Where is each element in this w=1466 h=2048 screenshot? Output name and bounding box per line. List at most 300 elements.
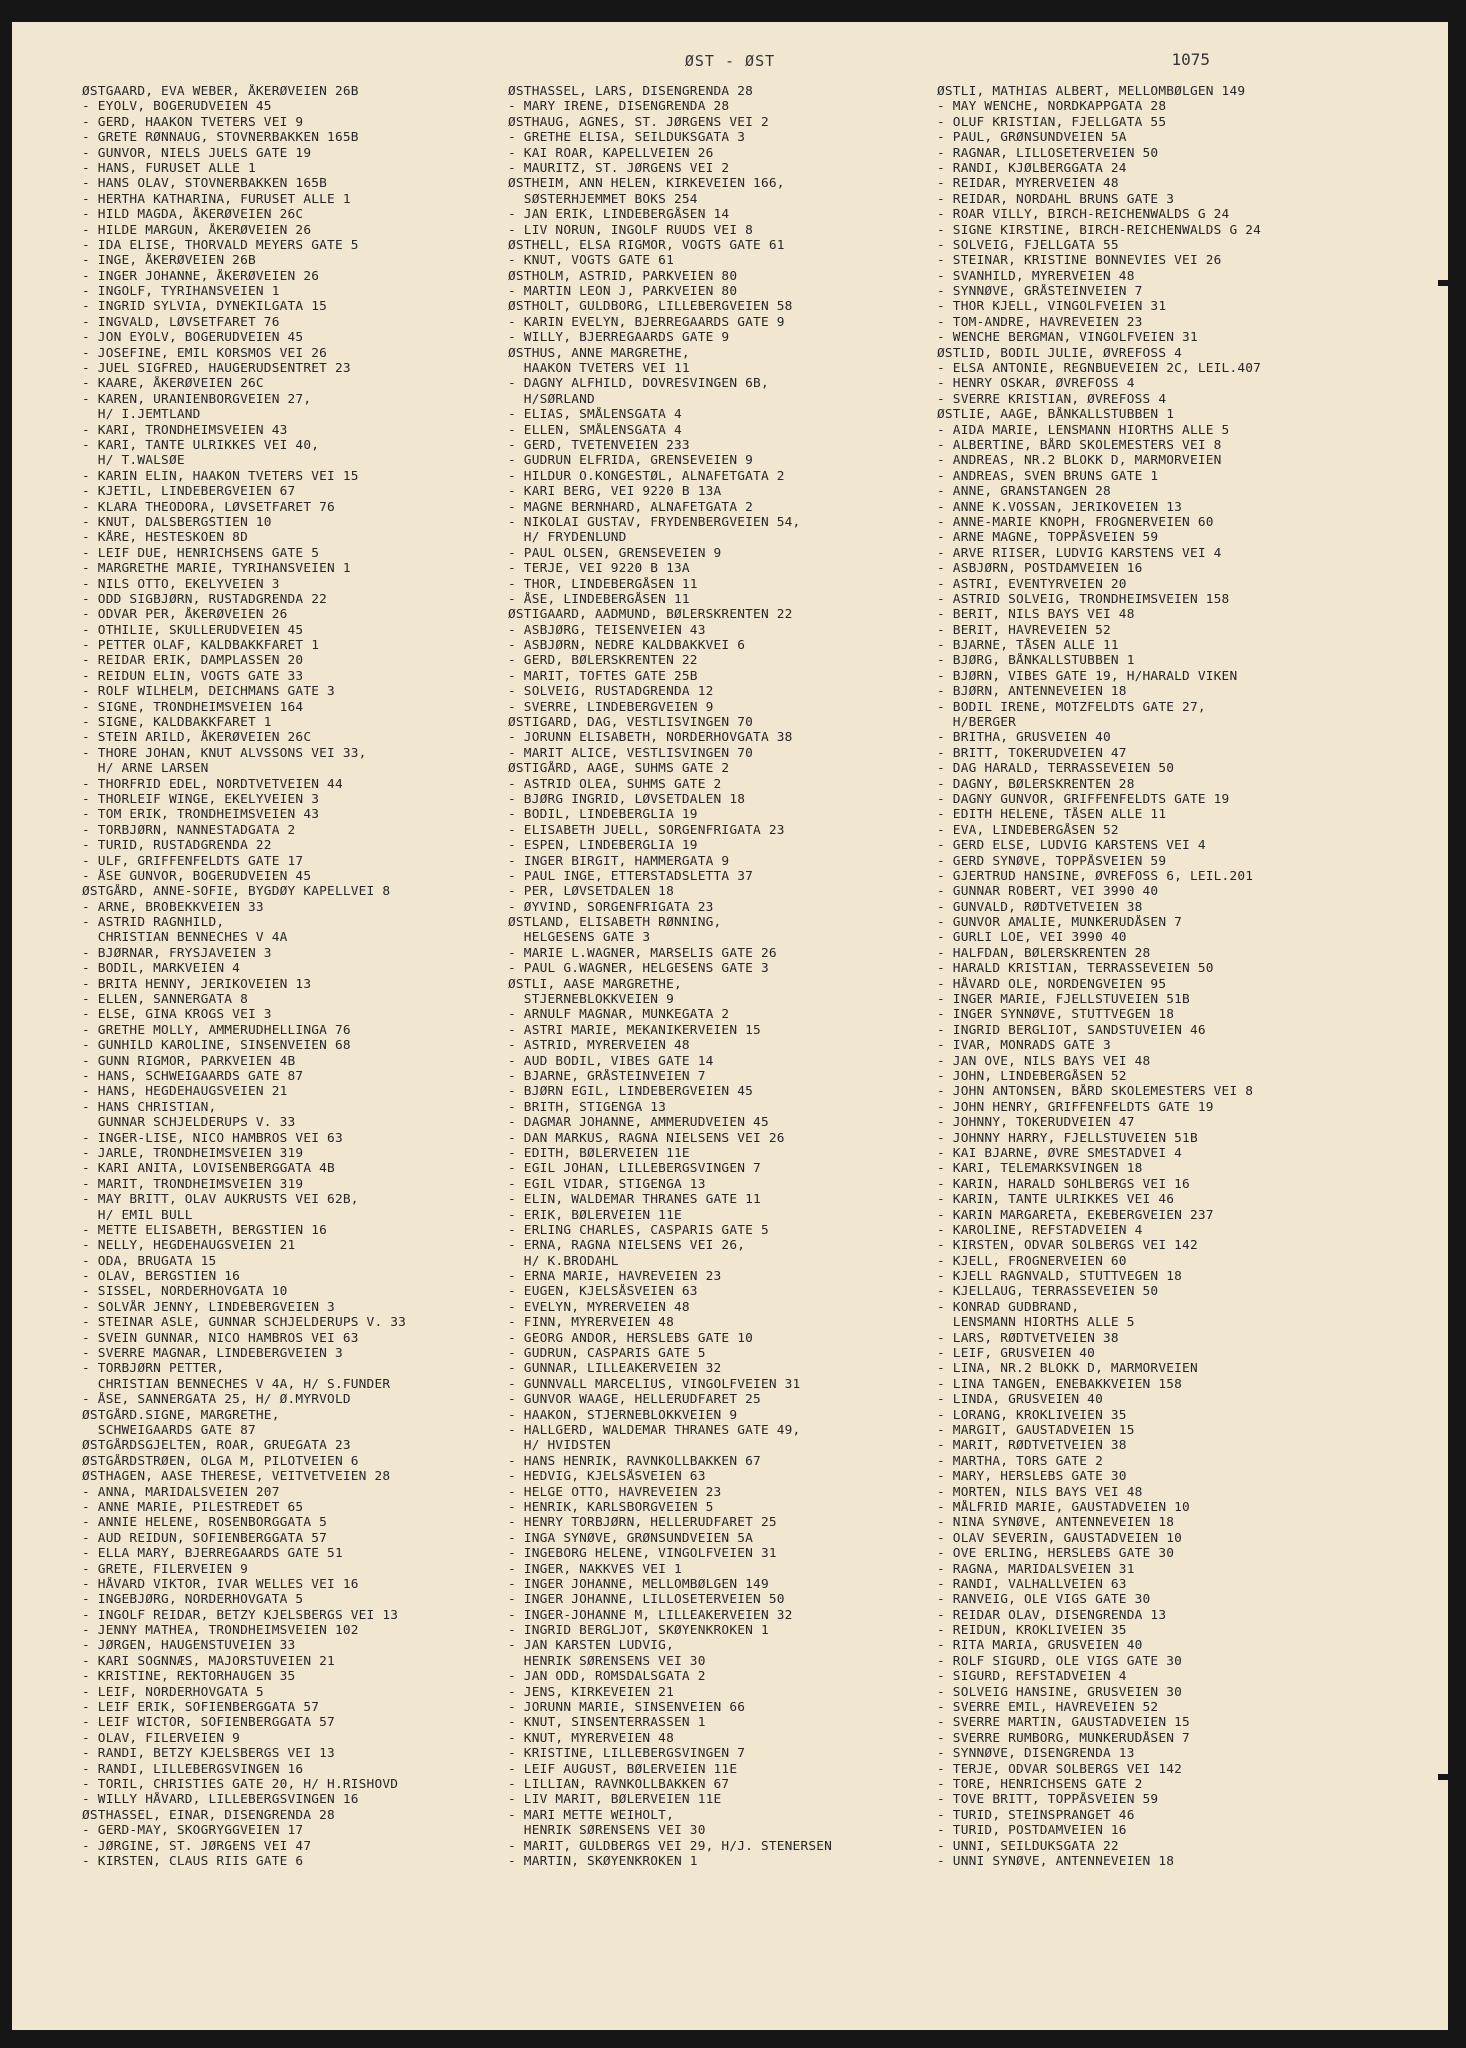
directory-entry-line: - HALFDAN, BØLERSKRENTEN 28: [937, 945, 1151, 961]
directory-entry-line: - TOVE BRITT, TOPPÅSVEIEN 59: [937, 1792, 1159, 1808]
directory-entry-line: - ANNE-MARIE KNOPH, FROGNERVEIEN 60: [937, 514, 1214, 530]
directory-entry-line: - HELGE OTTO, HAVREVEIEN 23: [508, 1484, 722, 1500]
directory-entry-line: ØSTLI, MATHIAS ALBERT, MELLOMBØLGEN 149: [937, 84, 1246, 99]
directory-entry-line: - OVE ERLING, HERSLEBS GATE 30: [937, 1546, 1175, 1562]
directory-entry-line: - BJØRN, ANTENNEVEIEN 18: [937, 684, 1127, 700]
directory-entry-line: - INGER-LISE, NICO HAMBROS VEI 63: [82, 1130, 343, 1146]
directory-entry-line: - LEIF AUGUST, BØLERVEIEN 11E: [508, 1761, 738, 1777]
directory-entry-line: - SISSEL, NORDERHOVGATA 10: [82, 1284, 288, 1300]
directory-entry-line: - SOLVEIG, RUSTADGRENDA 12: [508, 684, 714, 700]
directory-entry-line: - MARGIT, GAUSTADVEIEN 15: [937, 1422, 1135, 1438]
directory-column-2: [508, 84, 963, 1869]
directory-entry-line: HENRIK SØRENSENS VEI 30: [508, 1823, 706, 1839]
directory-entry-line: - EGIL VIDAR, STIGENGA 13: [508, 1176, 706, 1192]
directory-entry-line: ØSTHELL, ELSA RIGMOR, VOGTS GATE 61: [508, 237, 785, 253]
directory-entry-line: - GEORG ANDOR, HERSLEBS GATE 10: [508, 1330, 754, 1346]
directory-entry-line: - MORTEN, NILS BAYS VEI 48: [937, 1484, 1143, 1500]
directory-entry-line: - INGEBORG HELENE, VINGOLFVEIEN 31: [508, 1546, 777, 1562]
directory-entry-line: - JØRGINE, ST. JØRGENS VEI 47: [82, 1838, 312, 1854]
directory-entry-line: - THORE JOHAN, KNUT ALVSSONS VEI 33,: [82, 745, 367, 761]
directory-entry-line: - GERD ELSE, LUDVIG KARSTENS VEI 4: [937, 838, 1206, 854]
directory-entry-line: - MARI METTE WEIHOLT,: [508, 1807, 674, 1823]
directory-entry-line: LENSMANN HIORTHS ALLE 5: [937, 1315, 1135, 1331]
directory-entry-line: - ODD SIGBJØRN, RUSTADGRENDA 22: [82, 591, 328, 607]
directory-entry-line: - REIDAR, NORDAHL BRUNS GATE 3: [937, 191, 1175, 207]
directory-entry-line: - JOHN, LINDEBERGÅSEN 52: [937, 1069, 1127, 1084]
directory-entry-line: H/BERGER: [937, 715, 1017, 731]
directory-entry-line: - KARIN, TANTE ULRIKKES VEI 46: [937, 1192, 1175, 1208]
directory-entry-line: - INGE, ÅKERØVEIEN 26B: [82, 253, 256, 269]
directory-entry-line: - ASTRI, EVENTYRVEIEN 20: [937, 576, 1127, 592]
directory-entry-line: - PAUL INGE, ETTERSTADSLETTA 37: [508, 868, 754, 884]
directory-entry-line: - ÅSE, LINDEBERGÅSEN 11: [508, 591, 690, 607]
directory-entry-line: H/ T.WALSØE: [82, 453, 185, 469]
page-number: 1075: [1171, 50, 1210, 69]
directory-entry-line: - RAGNAR, LILLOSETERVEIEN 50: [937, 145, 1159, 161]
directory-entry-line: - ELIN, WALDEMAR THRANES GATE 11: [508, 1192, 761, 1208]
directory-entry-line: - JARLE, TRONDHEIMSVEIEN 319: [82, 1145, 304, 1161]
directory-entry-line: - LINDA, GRUSVEIEN 40: [937, 1392, 1103, 1408]
directory-entry-line: - INGER BIRGIT, HAMMERGATA 9: [508, 853, 730, 869]
directory-entry-line: - KARI SOGNNÆS, MAJORSTUVEIEN 21: [82, 1653, 335, 1669]
directory-entry-line: - MÅLFRID MARIE, GAUSTADVEIEN 10: [937, 1499, 1190, 1515]
directory-entry-line: - HENRIK, KARLSBORGVEIEN 5: [508, 1499, 714, 1515]
directory-entry-line: - THORFRID EDEL, NORDTVETVEIEN 44: [82, 776, 343, 792]
directory-entry-line: - LIV NORUN, INGOLF RUUDS VEI 8: [508, 222, 754, 238]
directory-entry-line: - PAUL G.WAGNER, HELGESENS GATE 3: [508, 961, 769, 977]
directory-entry-line: SØSTERHJEMMET BOKS 254: [508, 191, 698, 207]
directory-entry-line: STJERNEBLOKKVEIEN 9: [508, 992, 674, 1008]
directory-entry-line: - GUNNAR ROBERT, VEI 3990 40: [937, 884, 1159, 900]
directory-entry-line: ØSTHASSEL, EINAR, DISENGRENDA 28: [82, 1807, 335, 1823]
directory-entry-line: - MARIT ALICE, VESTLISVINGEN 70: [508, 745, 754, 761]
directory-entry-line: - THOR, LINDEBERGÅSEN 11: [508, 576, 698, 592]
directory-entry-line: - TORBJØRN, NANNESTADGATA 2: [82, 822, 296, 838]
directory-entry-line: - KNUT, SINSENTERRASSEN 1: [508, 1715, 706, 1731]
directory-entry-line: - THOR KJELL, VINGOLFVEIEN 31: [937, 299, 1167, 315]
directory-entry-line: - TERJE, ODVAR SOLBERGS VEI 142: [937, 1761, 1183, 1777]
directory-entry-line: - JAN KARSTEN LUDVIG,: [508, 1638, 674, 1654]
directory-entry-line: - SVERRE MARTIN, GAUSTADVEIEN 15: [937, 1715, 1190, 1731]
directory-entry-line: - ODVAR PER, ÅKERØVEIEN 26: [82, 607, 288, 623]
directory-entry-line: - MARY, HERSLEBS GATE 30: [937, 1469, 1127, 1485]
directory-entry-line: - KIRSTEN, CLAUS RIIS GATE 6: [82, 1853, 304, 1869]
directory-entry-line: - KRISTINE, LILLEBERGSVINGEN 7: [508, 1746, 746, 1762]
directory-entry-line: - LEIF, GRUSVEIEN 40: [937, 1346, 1096, 1362]
directory-entry-line: - GERD-MAY, SKOGRYGGVEIEN 17: [82, 1823, 304, 1839]
directory-entry-line: - INGER, NAKKVES VEI 1: [508, 1561, 682, 1577]
running-header: ØST - ØST: [684, 52, 776, 70]
directory-entry-line: - OTHILIE, SKULLERUDVEIEN 45: [82, 622, 304, 638]
directory-entry-line: H/ ARNE LARSEN: [82, 761, 209, 777]
directory-entry-line: - GUNNVALL MARCELIUS, VINGOLFVEIEN 31: [508, 1376, 801, 1392]
directory-entry-line: - ELLA MARY, BJERREGAARDS GATE 51: [82, 1546, 343, 1562]
directory-entry-line: - JORUNN MARIE, SINSENVEIEN 66: [508, 1700, 746, 1716]
directory-entry-line: - SVERRE RUMBORG, MUNKERUDÅSEN 7: [937, 1730, 1190, 1746]
directory-entry-line: - LILLIAN, RAVNKOLLBAKKEN 67: [508, 1776, 730, 1792]
directory-entry-line: - JOHNNY, TOKERUDVEIEN 47: [937, 1115, 1135, 1131]
directory-entry-line: ØSTHASSEL, LARS, DISENGRENDA 28: [508, 84, 754, 99]
directory-entry-line: - SVERRE MAGNAR, LINDEBERGVEIEN 3: [82, 1346, 343, 1362]
directory-entry-line: - MARIT, RØDTVETVEIEN 38: [937, 1438, 1127, 1454]
directory-entry-line: - SVERRE KRISTIAN, ØVREFOSS 4: [937, 391, 1167, 407]
directory-entry-line: ØSTGÅRD, ANNE-SOFIE, BYGDØY KAPELLVEI 8: [82, 884, 391, 900]
directory-entry-line: - GUNVOR, NIELS JUELS GATE 19: [82, 145, 312, 161]
directory-entry-line: - BODIL, MARKVEIEN 4: [82, 961, 241, 977]
directory-entry-line: - STEIN ARILD, ÅKERØVEIEN 26C: [82, 730, 312, 746]
directory-entry-line: - SYNNØVE, GRÅSTEINVEIEN 7: [937, 284, 1143, 300]
directory-entry-line: - REIDUN ELIN, VOGTS GATE 33: [82, 668, 304, 684]
directory-entry-line: - ASTRID OLEA, SUHMS GATE 2: [508, 776, 722, 792]
directory-entry-line: - INGRID BERGLIOT, SANDSTUVEIEN 46: [937, 1022, 1206, 1038]
directory-entry-line: - JENNY MATHEA, TRONDHEIMSVEIEN 102: [82, 1623, 359, 1639]
directory-entry-line: - SIGURD, REFSTADVEIEN 4: [937, 1669, 1127, 1685]
directory-entry-line: - INGA SYNØVE, GRØNSUNDVEIEN 5A: [508, 1530, 754, 1546]
directory-entry-line: - ARVE RIISER, LUDVIG KARSTENS VEI 4: [937, 545, 1222, 561]
directory-entry-line: - INGEBJØRG, NORDERHOVGATA 5: [82, 1592, 304, 1608]
directory-entry-line: - ANNE K.VOSSAN, JERIKOVEIEN 13: [937, 499, 1183, 515]
directory-entry-line: - UNNI SYNØVE, ANTENNEVEIEN 18: [937, 1853, 1175, 1869]
directory-entry-line: - MARY IRENE, DISENGRENDA 28: [508, 99, 730, 115]
directory-entry-line: ØSTLID, BODIL JULIE, ØVREFOSS 4: [937, 345, 1183, 361]
directory-entry-line: - LEIF DUE, HENRICHSENS GATE 5: [82, 545, 320, 561]
directory-entry-line: - BODIL IRENE, MOTZFELDTS GATE 27,: [937, 699, 1206, 715]
directory-column-1: [82, 84, 537, 1869]
directory-entry-line: - WILLY, BJERREGAARDS GATE 9: [508, 330, 730, 346]
directory-entry-line: - KARI ANITA, LOVISENBERGGATA 4B: [82, 1161, 335, 1177]
directory-entry-line: - ESPEN, LINDEBERGLIA 19: [508, 838, 698, 854]
directory-entry-line: - KARIN MARGARETA, EKEBERGVEIEN 237: [937, 1207, 1214, 1223]
directory-entry-line: - ANNIE HELENE, ROSENBORGGATA 5: [82, 1515, 328, 1531]
directory-entry-line: - ERIK, BØLERVEIEN 11E: [508, 1207, 682, 1223]
directory-entry-line: ØSTGAARD, EVA WEBER, ÅKERØVEIEN 26B: [82, 84, 359, 99]
directory-entry-line: - MAURITZ, ST. JØRGENS VEI 2: [508, 160, 730, 176]
directory-entry-line: - ROAR VILLY, BIRCH-REICHENWALDS G 24: [937, 207, 1230, 223]
directory-entry-line: - NILS OTTO, EKELYVEIEN 3: [82, 576, 280, 592]
directory-entry-line: - PAUL, GRØNSUNDVEIEN 5A: [937, 130, 1127, 146]
directory-entry-line: - ODA, BRUGATA 15: [82, 1253, 217, 1269]
directory-entry-line: ØSTHUS, ANNE MARGRETHE,: [508, 345, 690, 361]
directory-entry-line: - LARS, RØDTVETVEIEN 38: [937, 1330, 1119, 1346]
directory-entry-line: - BRITHA, GRUSVEIEN 40: [937, 730, 1111, 746]
directory-entry-line: - METTE ELISABETH, BERGSTIEN 16: [82, 1222, 328, 1238]
directory-entry-line: - MAY WENCHE, NORDKAPPGATA 28: [937, 99, 1167, 115]
directory-entry-line: - BERIT, NILS BAYS VEI 48: [937, 607, 1135, 623]
directory-entry-line: ØSTGÅRDSGJELTEN, ROAR, GRUEGATA 23: [82, 1438, 351, 1454]
directory-entry-line: - TURID, RUSTADGRENDA 22: [82, 838, 272, 854]
directory-entry-line: - KJELL RAGNVALD, STUTTVEGEN 18: [937, 1269, 1183, 1285]
directory-entry-line: - PER, LØVSETDALEN 18: [508, 884, 674, 900]
directory-entry-line: - GERD, BØLERSKRENTEN 22: [508, 653, 698, 669]
directory-entry-line: - WILLY HÅVARD, LILLEBERGSVINGEN 16: [82, 1792, 359, 1808]
directory-entry-line: - GUDRUN ELFRIDA, GRENSEVEIEN 9: [508, 453, 754, 469]
directory-entry-line: HELGESENS GATE 3: [508, 930, 651, 946]
directory-entry-line: - KAROLINE, REFSTADVEIEN 4: [937, 1222, 1143, 1238]
directory-entry-line: - MARTIN, SKØYENKROKEN 1: [508, 1853, 698, 1869]
directory-entry-line: ØSTHEIM, ANN HELEN, KIRKEVEIEN 166,: [508, 176, 785, 192]
directory-entry-line: - LINA TANGEN, ENEBAKKVEIEN 158: [937, 1376, 1183, 1392]
directory-entry-line: - MAY BRITT, OLAV AUKRUSTS VEI 62B,: [82, 1192, 359, 1208]
directory-entry-line: - HENRY TORBJØRN, HELLERUDFARET 25: [508, 1515, 777, 1531]
directory-entry-line: - ANNE, GRANSTANGEN 28: [937, 484, 1111, 500]
directory-entry-line: - EVA, LINDEBERGÅSEN 52: [937, 822, 1119, 838]
directory-entry-line: - ROLF WILHELM, DEICHMANS GATE 3: [82, 684, 335, 700]
directory-entry-line: - KJELLAUG, TERRASSEVEIEN 50: [937, 1284, 1159, 1300]
directory-entry-line: - ASBJØRN, NEDRE KALDBAKKVEI 6: [508, 638, 746, 654]
directory-column-3: [937, 84, 1392, 1869]
directory-entry-line: - GUDRUN, CASPARIS GATE 5: [508, 1346, 706, 1362]
directory-entry-line: - BRITA HENNY, JERIKOVEIEN 13: [82, 976, 312, 992]
directory-entry-line: - JAN OVE, NILS BAYS VEI 48: [937, 1053, 1151, 1069]
directory-entry-line: - KAREN, URANIENBORGVEIEN 27,: [82, 391, 312, 407]
directory-entry-line: - DAN MARKUS, RAGNA NIELSENS VEI 26: [508, 1130, 785, 1146]
directory-entry-line: H/ EMIL BULL: [82, 1207, 193, 1223]
directory-entry-line: ØSTHAUG, AGNES, ST. JØRGENS VEI 2: [508, 114, 769, 130]
directory-entry-line: ØSTIGÅRD, AAGE, SUHMS GATE 2: [508, 761, 730, 777]
directory-entry-line: - GRETE, FILERVEIEN 9: [82, 1561, 248, 1577]
directory-entry-line: - RANDI, KJØLBERGGATA 24: [937, 160, 1127, 176]
directory-entry-line: - INGRID SYLVIA, DYNEKILGATA 15: [82, 299, 328, 315]
directory-entry-line: - TURID, STEINSPRANGET 46: [937, 1807, 1135, 1823]
directory-entry-line: SCHWEIGAARDS GATE 87: [82, 1422, 256, 1438]
directory-entry-line: CHRISTIAN BENNECHES V 4A, H/ S.FUNDER: [82, 1376, 391, 1392]
directory-entry-line: - ÅSE, SANNERGATA 25, H/ Ø.MYRVOLD: [82, 1392, 351, 1408]
directory-entry-line: HENRIK SØRENSENS VEI 30: [508, 1653, 706, 1669]
directory-entry-line: - SVEIN GUNNAR, NICO HAMBROS VEI 63: [82, 1330, 359, 1346]
directory-entry-line: - SOLVEIG, FJELLGATA 55: [937, 237, 1119, 253]
directory-entry-line: H/ I.JEMTLAND: [82, 407, 201, 423]
directory-entry-line: ØSTLIE, AAGE, BÅNKALLSTUBBEN 1: [937, 407, 1175, 423]
directory-entry-line: - RANVEIG, OLE VIGS GATE 30: [937, 1592, 1151, 1608]
directory-entry-line: - SIGNE, TRONDHEIMSVEIEN 164: [82, 699, 304, 715]
directory-entry-line: H/ HVIDSTEN: [508, 1438, 611, 1454]
directory-entry-line: - SVERRE, LINDEBERGVEIEN 9: [508, 699, 714, 715]
directory-entry-line: - EDITH, BØLERVEIEN 11E: [508, 1145, 690, 1161]
directory-entry-line: - EDITH HELENE, TÅSEN ALLE 11: [937, 807, 1167, 823]
directory-entry-line: - ÅSE GUNVOR, BOGERUDVEIEN 45: [82, 868, 312, 884]
directory-entry-line: - SVERRE EMIL, HAVREVEIEN 52: [937, 1700, 1159, 1716]
directory-entry-line: - REIDUN, KROKLIVEIEN 35: [937, 1623, 1127, 1639]
directory-entry-line: - WENCHE BERGMAN, VINGOLFVEIEN 31: [937, 330, 1198, 346]
directory-entry-line: - LIV MARIT, BØLERVEIEN 11E: [508, 1792, 722, 1808]
directory-entry-line: - DAG HARALD, TERRASSEVEIEN 50: [937, 761, 1175, 777]
directory-entry-line: - HILDE MARGUN, ÅKERØVEIEN 26: [82, 222, 312, 238]
directory-entry-line: - ASBJØRG, TEISENVEIEN 43: [508, 622, 706, 638]
directory-entry-line: - INGER SYNNØVE, STUTTVEGEN 18: [937, 1007, 1175, 1023]
directory-entry-line: - INGER JOHANNE, ÅKERØVEIEN 26: [82, 268, 320, 284]
directory-entry-line: - BJARNE, TÅSEN ALLE 11: [937, 638, 1119, 654]
directory-entry-line: - JOHN ANTONSEN, BÅRD SKOLEMESTERS VEI 8: [937, 1084, 1254, 1100]
directory-entry-line: - INGER JOHANNE, LILLOSETERVEIEN 50: [508, 1592, 785, 1608]
directory-entry-line: - EGIL JOHAN, LILLEBERGSVINGEN 7: [508, 1161, 761, 1177]
directory-entry-line: CHRISTIAN BENNECHES V 4A: [82, 930, 288, 946]
directory-entry-line: ØSTLAND, ELISABETH RØNNING,: [508, 915, 722, 931]
directory-entry-line: - ARNE, BROBEKKVEIEN 33: [82, 899, 264, 915]
directory-entry-line: ØSTHOLM, ASTRID, PARKVEIEN 80: [508, 268, 738, 284]
directory-entry-line: - JUEL SIGFRED, HAUGERUDSENTRET 23: [82, 361, 351, 377]
directory-entry-line: - HILD MAGDA, ÅKERØVEIEN 26C: [82, 207, 304, 223]
directory-entry-line: - ARNE MAGNE, TOPPÅSVEIEN 59: [937, 530, 1159, 546]
directory-entry-line: - ARNULF MAGNAR, MUNKEGATA 2: [508, 1007, 730, 1023]
directory-entry-line: - GUNVOR WAAGE, HELLERUDFARET 25: [508, 1392, 761, 1408]
directory-entry-line: - ASTRID RAGNHILD,: [82, 915, 225, 931]
directory-entry-line: - SYNNØVE, DISENGRENDA 13: [937, 1746, 1135, 1762]
directory-entry-line: - EUGEN, KJELSÅSVEIEN 63: [508, 1284, 698, 1300]
directory-entry-line: - BJØRG INGRID, LØVSETDALEN 18: [508, 791, 746, 807]
directory-entry-line: - JAN ODD, ROMSDALSGATA 2: [508, 1669, 706, 1685]
directory-entry-line: - HANS, SCHWEIGAARDS GATE 87: [82, 1069, 304, 1084]
directory-entry-line: - GRETE RØNNAUG, STOVNERBAKKEN 165B: [82, 130, 359, 146]
directory-entry-line: - OLUF KRISTIAN, FJELLGATA 55: [937, 114, 1167, 130]
directory-entry-line: - GUNN RIGMOR, PARKVEIEN 4B: [82, 1053, 296, 1069]
directory-entry-line: - HANS OLAV, STOVNERBAKKEN 165B: [82, 176, 328, 192]
directory-entry-line: - OLAV SEVERIN, GAUSTADVEIEN 10: [937, 1530, 1183, 1546]
directory-entry-line: - HÅVARD VIKTOR, IVAR WELLES VEI 16: [82, 1576, 359, 1592]
directory-entry-line: - BJARNE, GRÅSTEINVEIEN 7: [508, 1069, 706, 1084]
directory-entry-line: - GERD, TVETENVEIEN 233: [508, 437, 690, 453]
directory-entry-line: - DAGMAR JOHANNE, AMMERUDVEIEN 45: [508, 1115, 769, 1131]
directory-entry-line: - ANNE MARIE, PILESTREDET 65: [82, 1499, 304, 1515]
directory-entry-line: - MARIE L.WAGNER, MARSELIS GATE 26: [508, 945, 777, 961]
directory-entry-line: - BERIT, HAVREVEIEN 52: [937, 622, 1111, 638]
directory-entry-line: - ULF, GRIFFENFELDTS GATE 17: [82, 853, 304, 869]
directory-entry-line: - KRISTINE, REKTORHAUGEN 35: [82, 1669, 296, 1685]
directory-entry-line: - RITA MARIA, GRUSVEIEN 40: [937, 1638, 1143, 1654]
directory-entry-line: - MARTHA, TORS GATE 2: [937, 1453, 1103, 1469]
directory-entry-line: - ERNA MARIE, HAVREVEIEN 23: [508, 1269, 722, 1285]
directory-entry-line: - SVANHILD, MYRERVEIEN 48: [937, 268, 1135, 284]
directory-entry-line: - KARI, TELEMARKSVINGEN 18: [937, 1161, 1143, 1177]
directory-entry-line: - KAARE, ÅKERØVEIEN 26C: [82, 376, 264, 392]
directory-entry-line: - RANDI, LILLEBERGSVINGEN 16: [82, 1761, 304, 1777]
directory-entry-line: - KIRSTEN, ODVAR SOLBERGS VEI 142: [937, 1238, 1198, 1254]
directory-entry-line: - GUNVALD, RØDTVETVEIEN 38: [937, 899, 1143, 915]
directory-entry-line: - HAAKON, STJERNEBLOKKVEIEN 9: [508, 1407, 738, 1423]
directory-entry-line: - SIGNE, KALDBAKKFARET 1: [82, 715, 272, 731]
directory-entry-line: - RANDI, VALHALLVEIEN 63: [937, 1576, 1127, 1592]
directory-entry-line: - LEIF ERIK, SOFIENBERGGATA 57: [82, 1700, 320, 1716]
directory-entry-line: - JOSEFINE, EMIL KORSMOS VEI 26: [82, 345, 328, 361]
directory-entry-line: - KAI BJARNE, ØVRE SMESTADVEI 4: [937, 1145, 1183, 1161]
directory-entry-line: - PETTER OLAF, KALDBAKKFARET 1: [82, 638, 320, 654]
directory-entry-line: - ERNA, RAGNA NIELSENS VEI 26,: [508, 1238, 746, 1254]
directory-entry-line: - GERD SYNØVE, TOPPÅSVEIEN 59: [937, 853, 1167, 869]
directory-entry-line: HAAKON TVETERS VEI 11: [508, 361, 690, 377]
directory-entry-line: - KAI ROAR, KAPELLVEIEN 26: [508, 145, 714, 161]
directory-entry-line: - INGRID BERGLJOT, SKØYENKROKEN 1: [508, 1623, 769, 1639]
directory-entry-line: - RAGNA, MARIDALSVEIEN 31: [937, 1561, 1135, 1577]
directory-entry-line: - GRETHE MOLLY, AMMERUDHELLINGA 76: [82, 1022, 351, 1038]
directory-entry-line: - TORE, HENRICHSENS GATE 2: [937, 1776, 1143, 1792]
directory-entry-line: - HEDVIG, KJELSÅSVEIEN 63: [508, 1469, 706, 1485]
directory-entry-line: - ELLEN, SMÅLENSGATA 4: [508, 422, 682, 438]
directory-entry-line: - REIDAR OLAV, DISENGRENDA 13: [937, 1607, 1167, 1623]
directory-entry-line: - LEIF WICTOR, SOFIENBERGGATA 57: [82, 1715, 335, 1731]
directory-entry-line: - IDA ELISE, THORVALD MEYERS GATE 5: [82, 237, 359, 253]
directory-entry-line: - GRETHE ELISA, SEILDUKSGATA 3: [508, 130, 746, 146]
directory-entry-line: - PAUL OLSEN, GRENSEVEIEN 9: [508, 545, 722, 561]
directory-entry-line: H/SØRLAND: [508, 391, 595, 407]
directory-entry-line: - ANDREAS, NR.2 BLOKK D, MARMORVEIEN: [937, 453, 1222, 469]
directory-entry-line: - BODIL, LINDEBERGLIA 19: [508, 807, 698, 823]
directory-entry-line: - IVAR, MONRADS GATE 3: [937, 1038, 1111, 1054]
directory-entry-line: - THORLEIF WINGE, EKELYVEIEN 3: [82, 791, 320, 807]
directory-entry-line: - ELIAS, SMÅLENSGATA 4: [508, 407, 682, 423]
directory-entry-line: - REIDAR ERIK, DAMPLASSEN 20: [82, 653, 304, 669]
directory-entry-line: - STEINAR ASLE, GUNNAR SCHJELDERUPS V. 33: [82, 1315, 407, 1331]
directory-entry-line: - EVELYN, MYRERVEIEN 48: [508, 1299, 690, 1315]
directory-entry-line: - BRITT, TOKERUDVEIEN 47: [937, 745, 1127, 761]
directory-entry-line: - HARALD KRISTIAN, TERRASSEVEIEN 50: [937, 961, 1214, 977]
directory-entry-line: - KARIN ELIN, HAAKON TVETERS VEI 15: [82, 468, 359, 484]
directory-entry-line: - HERTHA KATHARINA, FURUSET ALLE 1: [82, 191, 351, 207]
directory-entry-line: - AUD BODIL, VIBES GATE 14: [508, 1053, 714, 1069]
directory-entry-line: - STEINAR, KRISTINE BONNEVIES VEI 26: [937, 253, 1222, 269]
directory-entry-line: - KNUT, MYRERVEIEN 48: [508, 1730, 674, 1746]
directory-entry-line: - KNUT, DALSBERGSTIEN 10: [82, 514, 272, 530]
directory-entry-line: - HANS CHRISTIAN,: [82, 1099, 217, 1115]
directory-entry-line: - KJETIL, LINDEBERGVEIEN 67: [82, 484, 296, 500]
directory-entry-line: - JOHNNY HARRY, FJELLSTUVEIEN 51B: [937, 1130, 1198, 1146]
directory-entry-line: - TOM ERIK, TRONDHEIMSVEIEN 43: [82, 807, 320, 823]
directory-entry-line: - OLAV, FILERVEIEN 9: [82, 1730, 241, 1746]
directory-entry-line: - ASTRID SOLVEIG, TRONDHEIMSVEIEN 158: [937, 591, 1230, 607]
directory-entry-line: - UNNI, SEILDUKSGATA 22: [937, 1838, 1119, 1854]
directory-entry-line: - EYOLV, BOGERUDVEIEN 45: [82, 99, 272, 115]
directory-entry-line: ØSTGÅRDSTRØEN, OLGA M, PILOTVEIEN 6: [82, 1453, 359, 1469]
directory-entry-line: - KÅRE, HESTESKOEN 8D: [82, 530, 248, 546]
directory-entry-line: - ELSA ANTONIE, REGNBUEVEIEN 2C, LEIL.407: [937, 361, 1262, 377]
directory-entry-line: - ASTRID, MYRERVEIEN 48: [508, 1038, 690, 1054]
directory-entry-line: - ANDREAS, SVEN BRUNS GATE 1: [937, 468, 1159, 484]
directory-entry-line: - NINA SYNØVE, ANTENNEVEIEN 18: [937, 1515, 1175, 1531]
directory-entry-line: - TOM-ANDRE, HAVREVEIEN 23: [937, 314, 1143, 330]
directory-entry-line: - INGOLF REIDAR, BETZY KJELSBERGS VEI 13: [82, 1607, 399, 1623]
directory-entry-line: - ØYVIND, SORGENFRIGATA 23: [508, 899, 714, 915]
directory-entry-line: - ASBJØRN, POSTDAMVEIEN 16: [937, 561, 1143, 577]
directory-entry-line: - RANDI, BETZY KJELSBERGS VEI 13: [82, 1746, 335, 1762]
directory-entry-line: - DAGNY, BØLERSKRENTEN 28: [937, 776, 1135, 792]
directory-entry-line: - NELLY, HEGDEHAUGSVEIEN 21: [82, 1238, 296, 1254]
directory-entry-line: - AIDA MARIE, LENSMANN HIORTHS ALLE 5: [937, 422, 1230, 438]
directory-entry-line: - ROLF SIGURD, OLE VIGS GATE 30: [937, 1653, 1183, 1669]
directory-entry-line: - SOLVEIG HANSINE, GRUSVEIEN 30: [937, 1684, 1183, 1700]
directory-entry-line: ØSTHOLT, GULDBORG, LILLEBERGVEIEN 58: [508, 299, 793, 315]
directory-entry-line: - JENS, KIRKEVEIEN 21: [508, 1684, 674, 1700]
directory-entry-line: - NIKOLAI GUSTAV, FRYDENBERGVEIEN 54,: [508, 514, 801, 530]
directory-entry-line: - INGOLF, TYRIHANSVEIEN 1: [82, 284, 280, 300]
directory-entry-line: - SOLVÅR JENNY, LINDEBERGVEIEN 3: [82, 1299, 335, 1315]
directory-entry-line: - ERLING CHARLES, CASPARIS GATE 5: [508, 1222, 769, 1238]
directory-entry-line: - KARI, TRONDHEIMSVEIEN 43: [82, 422, 288, 438]
directory-entry-line: - TERJE, VEI 9220 B 13A: [508, 561, 690, 577]
directory-entry-line: - REIDAR, MYRERVEIEN 48: [937, 176, 1119, 192]
directory-entry-line: - HALLGERD, WALDEMAR THRANES GATE 49,: [508, 1422, 801, 1438]
directory-entry-line: - HANS, FURUSET ALLE 1: [82, 160, 256, 176]
directory-entry-line: - MARTIN LEON J, PARKVEIEN 80: [508, 284, 738, 300]
directory-entry-line: - ALBERTINE, BÅRD SKOLEMESTERS VEI 8: [937, 437, 1222, 453]
directory-entry-line: - INGVALD, LØVSETFARET 76: [82, 314, 280, 330]
directory-entry-line: - KARI, TANTE ULRIKKES VEI 40,: [82, 437, 320, 453]
directory-entry-line: ØSTIGARD, DAG, VESTLISVINGEN 70: [508, 715, 754, 731]
directory-entry-line: - KARIN, HARALD SOHLBERGS VEI 16: [937, 1176, 1190, 1192]
directory-entry-line: - HANS HENRIK, RAVNKOLLBAKKEN 67: [508, 1453, 761, 1469]
directory-entry-line: - JØRGEN, HAUGENSTUVEIEN 33: [82, 1638, 296, 1654]
directory-entry-line: - GERD, HAAKON TVETERS VEI 9: [82, 114, 304, 130]
directory-entry-line: - BJØRNAR, FRYSJAVEIEN 3: [82, 945, 272, 961]
directory-entry-line: - DAGNY GUNVOR, GRIFFENFELDTS GATE 19: [937, 791, 1230, 807]
directory-entry-line: - KLARA THEODORA, LØVSETFARET 76: [82, 499, 335, 515]
